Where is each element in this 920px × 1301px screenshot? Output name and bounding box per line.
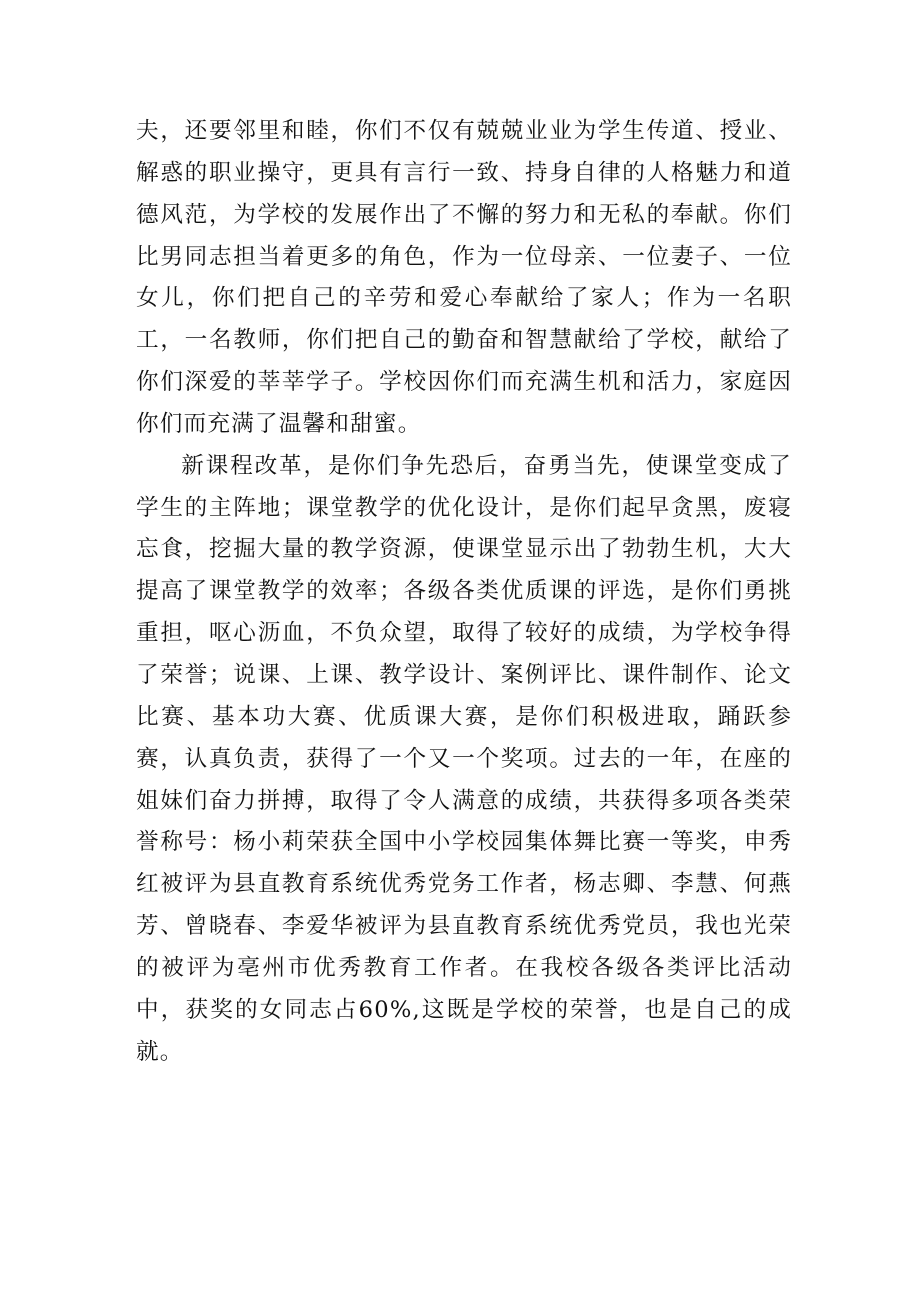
- document-body: [136, 111, 792, 1073]
- paragraph-continuation: 夫，还要邻里和睦，你们不仅有兢兢业业为学生传道、授业、解惑的职业操守，更具有言行一致、持身自律的人格魅力和道德风范，为学校的发展作出了不懈的努力和无私的奉献。你们比男同志担当着更多的角色，作为一位母亲、一位妻子、一位女儿，你们把自己的辛劳和爱心奉献给了家人；作为一名职工，一名教师，你们把自己的勤奋和智慧献给了学校，献给了你们深爱的莘莘学子。学校因你们而充满生机和活力，家庭因你们而充满了温馨和甜蜜。: [136, 118, 792, 437]
- paragraph-curriculum-reform: 新课程改革，是你们争先恐后，奋勇当先，使课堂变成了学生的主阵地；课堂教学的优化设计，是你们起早贪黑，废寝忘食，挖掘大量的教学资源，使课堂显示出了勃勃生机，大大提高了课堂教学的效率；各级各类优质课的评选，是你们勇挑重担，呕心沥血，不负众望，取得了较好的成绩，为学校争得了荣誉；说课、上课、教学设计、案例评比、课件制作、论文比赛、基本功大赛、优质课大赛，是你们积极进取，踊跃参赛，认真负责，获得了一个又一个奖项。过去的一年，在座的姐妹们奋力拼搏，取得了令人满意的成绩，共获得多项各类荣誉称号：杨小莉荣获全国中小学校园集体舞比赛一等奖，申秀红被评为县直教育系统优秀党务工作者，杨志卿、李慧、何燕芳、曾晓春、李爱华被评为县直教育系统优秀党员，我也光荣的被评为亳州市优秀教育工作者。在我校各级各类评比活动中，获奖的女同志占60%,这既是学校的荣誉，也是自己的成就。: [136, 452, 792, 1065]
